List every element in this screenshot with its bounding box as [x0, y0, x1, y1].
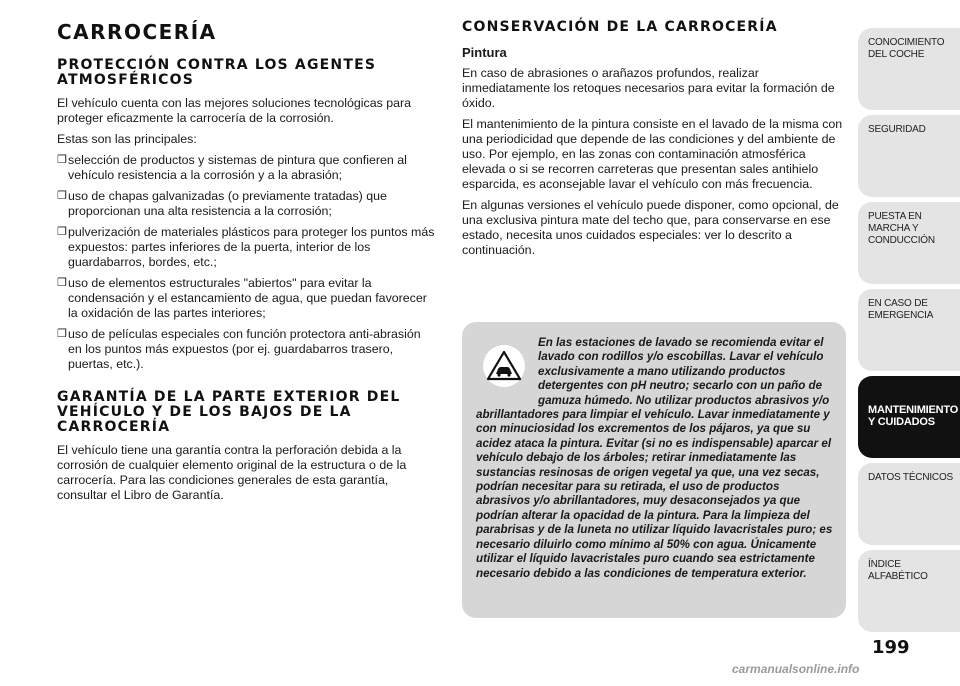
section-heading-conservation: CONSERVACIÓN DE LA CARROCERÍA [462, 19, 778, 35]
tab-seguridad[interactable]: SEGURIDAD [858, 115, 960, 197]
tab-mantenimiento[interactable]: MANTENIMIENTO Y CUIDADOS [858, 376, 960, 458]
tab-conocimiento[interactable]: CONOCIMIENTO DEL COCHE [858, 28, 960, 110]
tab-datos-tecnicos[interactable]: DATOS TÉCNICOS [858, 463, 960, 545]
checkbox-bullet-icon: ❒ [57, 328, 67, 340]
section-heading-protection: PROTECCIÓN CONTRA LOS AGENTES ATMOSFÉRICOS [57, 57, 377, 88]
footer-watermark: carmanualsonline.info [732, 662, 860, 676]
list-item: ❒ uso de chapas galvanizadas (o previamente tratadas) que proporcionan una alta resistencia a la corrosión; [57, 189, 387, 218]
list-item: ❒ selección de productos y sistemas de pintura que confieren al vehículo resistencia a la corrosión y a la abrasión; [57, 153, 407, 182]
subheading-paint: Pintura [462, 45, 507, 60]
tab-indice[interactable]: ÍNDICE ALFABÉTICO [858, 550, 960, 632]
warning-note-text: En las estaciones de lavado se recomienda evitar el lavado con rodillos y/o escobillas. Lavar el vehículo exclusivamente a mano utilizando productos detergentes con pH neutro; secarlo con un paño de gamuza húmedo. No utilizar productos abrasivos y/o abrillantadores para limpiar el vehículo. Lavar inmediatamente y con minuciosidad los excrementos de los pájaros, ya que su acidez ataca la pintura. Evitar (si no es indispensable) aparcar el vehículo debajo de los árboles; retirar inmediatamente las sustancias resinosas de origen vegetal ya que, una vez secas, podrían necesitar para su retirada, el uso de productos abrasivos y/o abrillantadores, muy desaconsejados ya que podrían alterar la opacidad de la pintura. Para la limpieza del parabrisas y de la luneta no utilizar líquido lavacristales puro; es necesario diluirlo como mínimo al 50% con agua. Únicamente utilizar el líquido lavacristales puro cuando sea estrictamente necesario debido a las condiciones de temperatura exterior. [476, 336, 833, 580]
left-column [57, 20, 437, 509]
right-column [462, 20, 846, 264]
paragraph: En algunas versiones el vehículo puede disponer, como opcional, de una exclusiva pintura mate del techo que, para conservarse en ese estado, necesita unos cuidados especiales: ver lo descrito a continuación. [462, 198, 839, 257]
checkbox-bullet-icon: ❒ [57, 154, 67, 166]
page-title: CARROCERÍA [57, 20, 217, 44]
page-number: 199 [872, 637, 910, 658]
warning-note [462, 322, 846, 618]
checkbox-bullet-icon: ❒ [57, 190, 67, 202]
checkbox-bullet-icon: ❒ [57, 277, 67, 289]
tab-emergencia[interactable]: EN CASO DE EMERGENCIA [858, 289, 960, 371]
section-heading-warranty: GARANTÍA DE LA PARTE EXTERIOR DEL VEHÍCULO Y DE LOS BAJOS DE LA CARROCERÍA [57, 389, 401, 435]
chapter-tabs [858, 28, 960, 637]
tab-puesta-en-marcha[interactable]: PUESTA EN MARCHA Y CONDUCCIÓN [858, 202, 960, 284]
paragraph: El mantenimiento de la pintura consiste en el lavado de la misma con una periodicidad que depende de las condiciones y del ambiente de uso. Por ejemplo, en las zonas con contaminación atmosférica elevada o si se recorren carreteras que presentan sales antihielo esparcida, es aconsejable lavar el vehículo con más frecuencia. [462, 117, 843, 191]
checkbox-bullet-icon: ❒ [57, 226, 67, 238]
paragraph: El vehículo cuenta con las mejores soluciones tecnológicas para proteger eficazmente la carrocería de la corrosión. [57, 96, 412, 125]
paragraph: En caso de abrasiones o arañazos profundos, realizar inmediatamente los retoques necesarios para evitar la formación de óxido. [462, 66, 835, 110]
paragraph: El vehículo tiene una garantía contra la perforación debida a la corrosión de cualquier elemento original de la estructura o de la carrocería. Para las condiciones generales de esta garantía, consultar el Libro de Garantía. [57, 443, 407, 502]
car-warning-icon [482, 344, 526, 388]
list-item: ❒ pulverización de materiales plásticos para proteger los puntos más expuestos: partes inferiores de la puerta, interior de los guardabarros, bordes, etc.; [57, 225, 435, 269]
paragraph: Estas son las principales: [57, 132, 197, 146]
list-item: ❒ uso de películas especiales con función protectora anti-abrasión en los puntos más expuestos (por ej. guardabarros trasero, puertas, etc.). [57, 327, 421, 371]
list-item: ❒ uso de elementos estructurales "abiertos" para evitar la condensación y el estancamiento de agua, que puedan favorecer la oxidación de las partes interiores; [57, 276, 427, 320]
